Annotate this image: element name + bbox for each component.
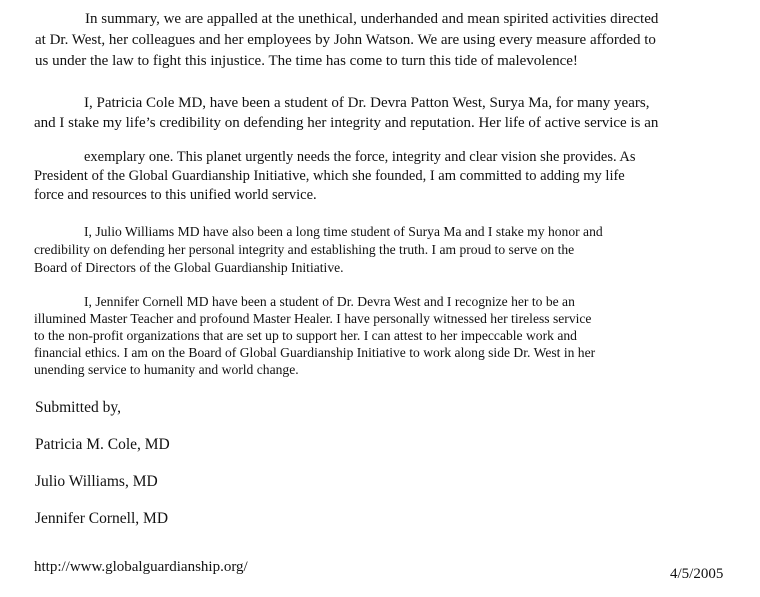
paragraph-line: I, Julio Williams MD have also been a long time student of Surya Ma and I stake my honor and: [84, 224, 603, 239]
submitted-by-label: Submitted by,: [35, 399, 121, 416]
paragraph-line: I, Jennifer Cornell MD have been a student of Dr. Devra West and I recognize her to be an: [84, 294, 575, 309]
paragraph-line: In summary, we are appalled at the unethical, underhanded and mean spirited activities directed: [85, 11, 659, 27]
paragraph-line: and I stake my life’s credibility on defending her integrity and reputation. Her life of active service is an: [34, 115, 659, 131]
paragraph-line: Board of Directors of the Global Guardianship Initiative.: [34, 260, 344, 275]
signatory-name: Jennifer Cornell, MD: [35, 510, 169, 527]
paragraph-line: I, Patricia Cole MD, have been a student of Dr. Devra Patton West, Surya Ma, for many years,: [84, 95, 650, 111]
paragraph-line: force and resources to this unified world service.: [34, 187, 317, 203]
paragraph-line: credibility on defending her personal integrity and establishing the truth. I am proud to serve on the: [34, 242, 575, 257]
signatory-name: Julio Williams, MD: [35, 473, 158, 490]
paragraph-line: illumined Master Teacher and profound Master Healer. I have personally witnessed her tireless service: [34, 311, 592, 326]
paragraph-line: at Dr. West, her colleagues and her employees by John Watson. We are using every measure afforded to: [35, 32, 656, 48]
paragraph-line: President of the Global Guardianship Initiative, which she founded, I am committed to adding my life: [34, 168, 625, 184]
paragraph-line: financial ethics. I am on the Board of Global Guardianship Initiative to work along side Dr. West in her: [34, 345, 596, 360]
paragraph-line: exemplary one. This planet urgently needs the force, integrity and clear vision she provides. As: [84, 149, 636, 165]
signatory-name: Patricia M. Cole, MD: [35, 436, 170, 453]
footer-url: http://www.globalguardianship.org/: [34, 559, 248, 575]
paragraph-line: us under the law to fight this injustice. The time has come to turn this tide of malevolence!: [35, 53, 578, 69]
paragraph-line: to the non-profit organizations that are set up to support her. I can attest to her impeccable work and: [34, 328, 577, 343]
footer-date: 4/5/2005: [670, 566, 724, 582]
paragraph-line: unending service to humanity and world change.: [34, 362, 299, 377]
